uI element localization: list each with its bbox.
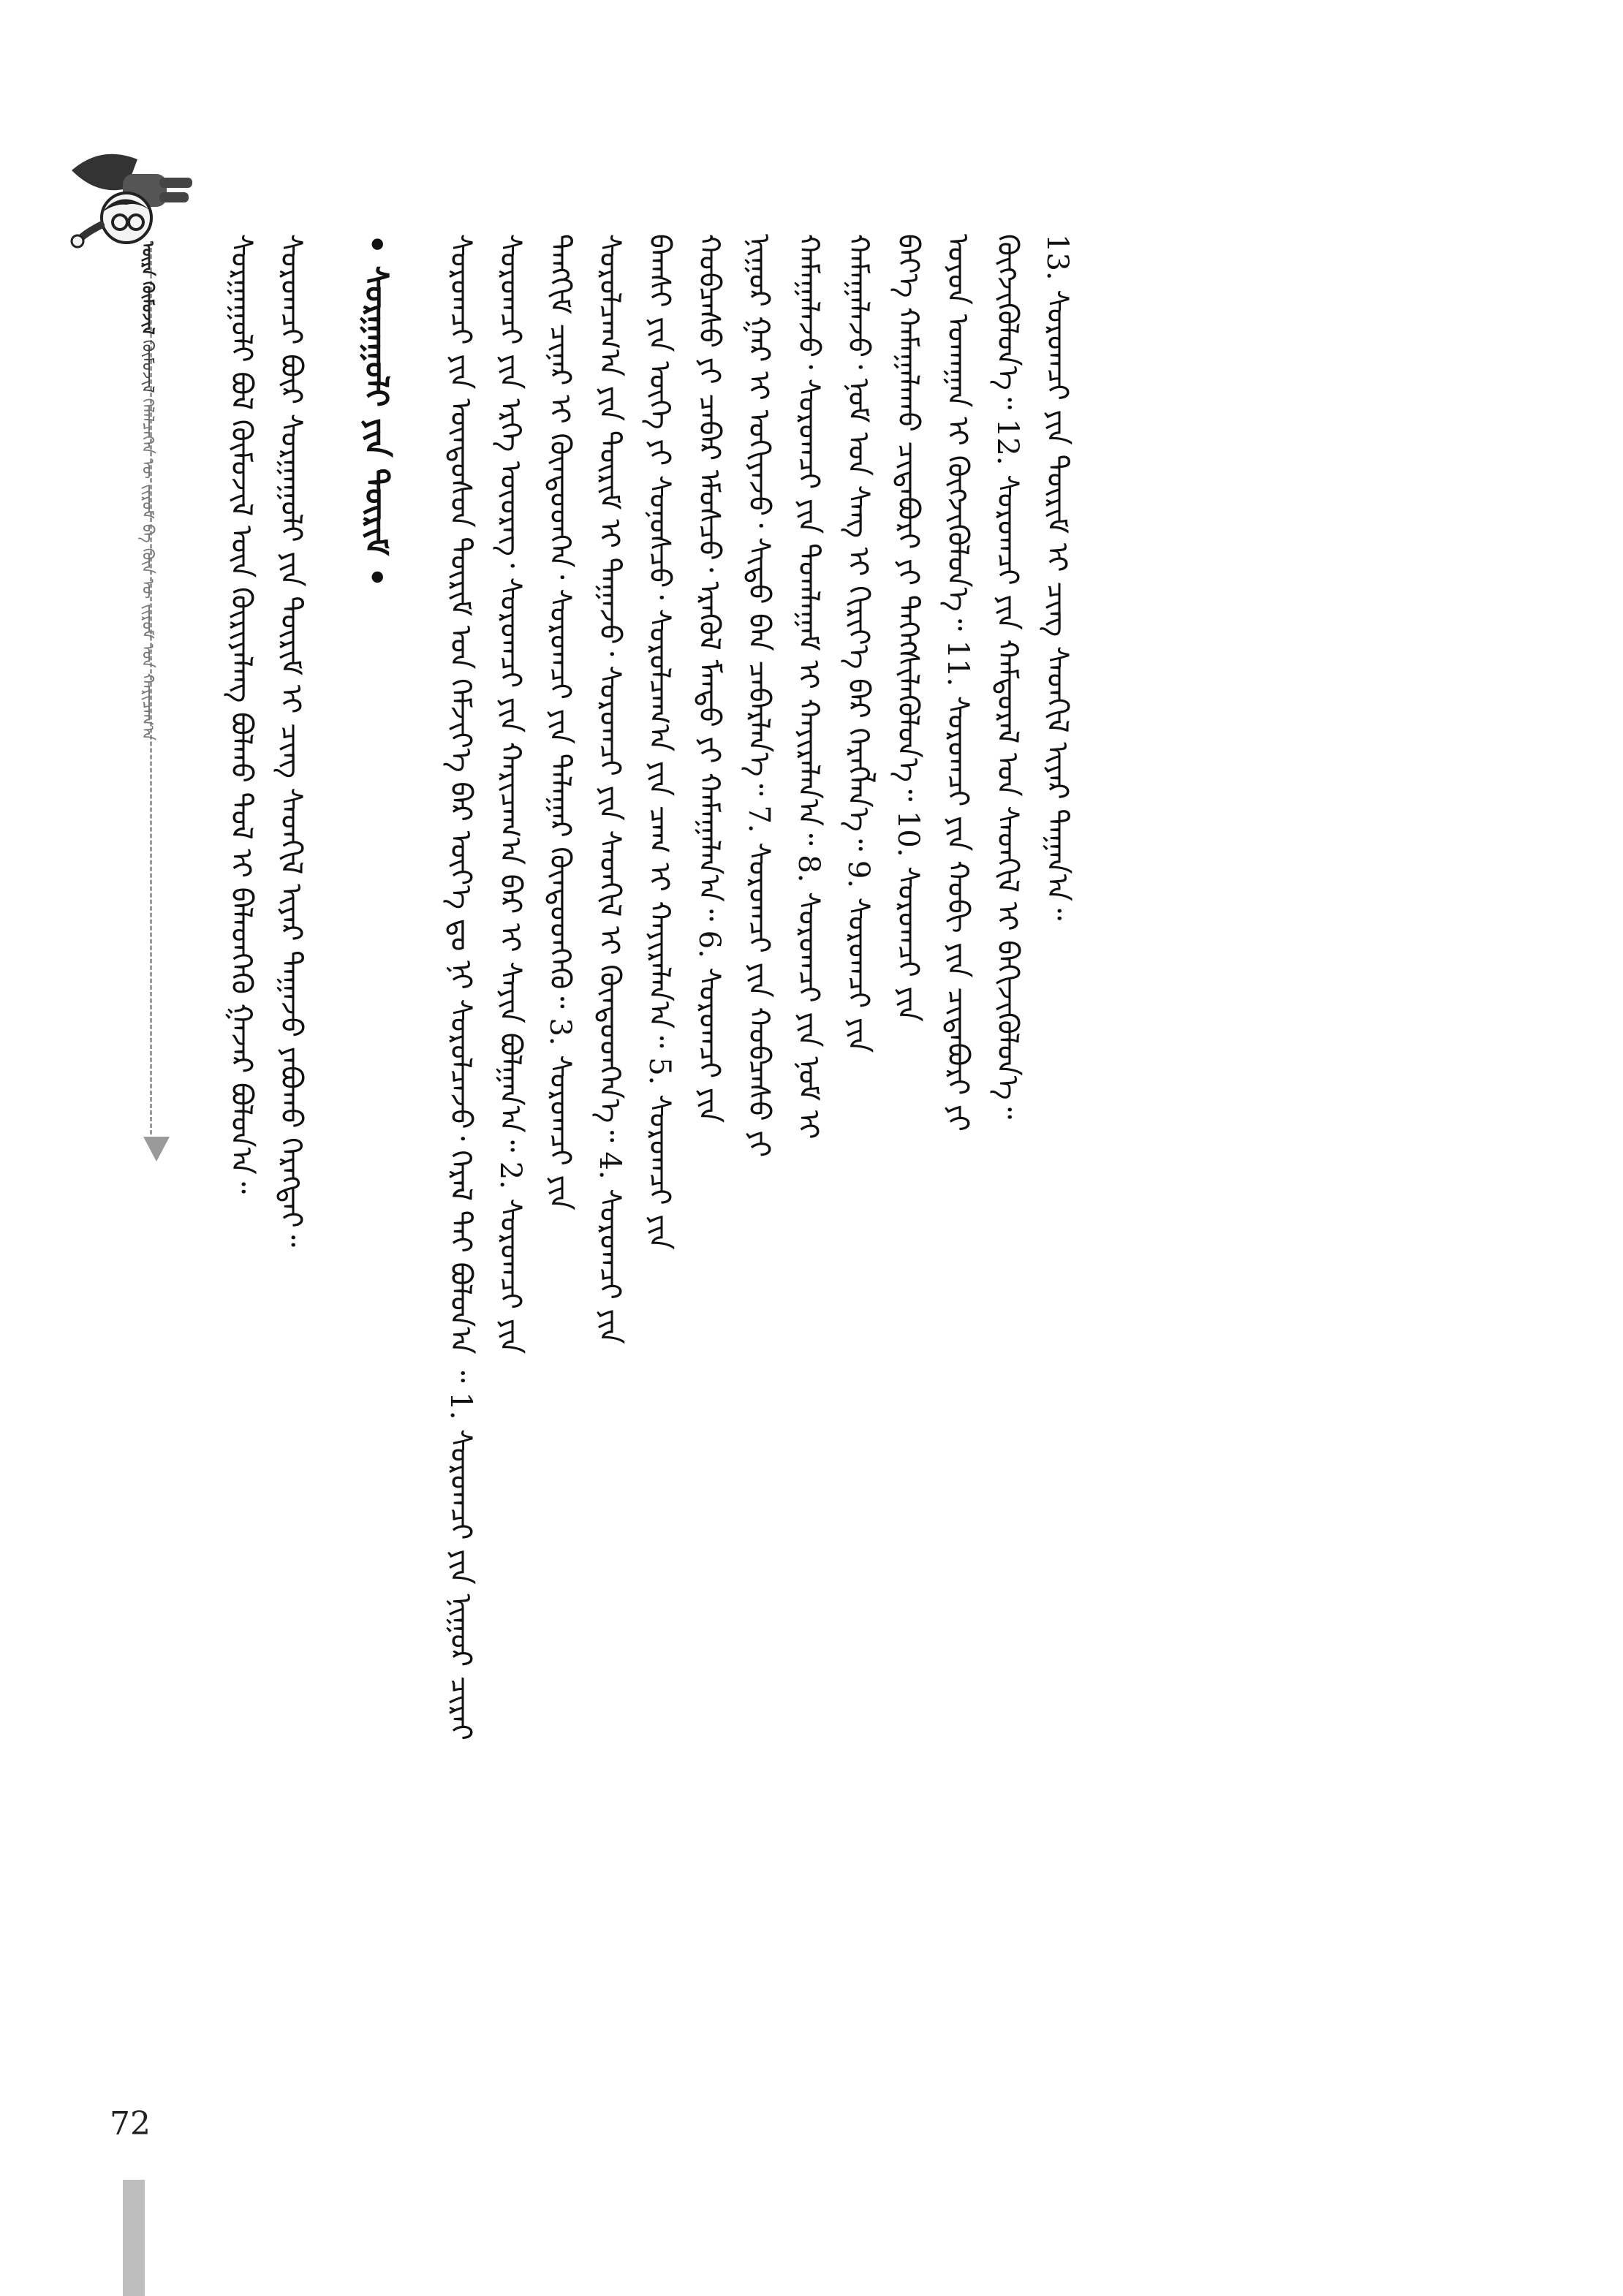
rule-line: ᠬᠠᠮᠠᠭᠠᠯᠠᠵᠤ᠂ ᠰᠤᠷᠤᠭᠴᠢ ᠶᠢᠨ ᠲᠣᠭᠯᠠᠭᠠᠮ ᠢ ᠬᠠᠶᠢᠷᠠᠯᠠᠨ᠎ᠠ᠃ 8. ᠰᠤᠷᠤᠭᠴᠢ ᠶᠢᠨ ᠨᠣᠮ ᠢ — [792, 234, 825, 1140]
intro-line-1: ᠰᠤᠷᠭᠠᠭᠤᠯᠢ ᠪᠣᠯ ᠬᠦᠮᠦᠵᠢᠯ ᠦᠨ ᠬᠦᠷᠢᠶᠡᠯᠡᠩ ᠪᠣᠯᠬᠤ ᠳᠤᠯ ᠢ ᠪᠡᠯᠡᠳᠬᠡᠬᠦ ᠭᠠᠵᠠᠷ ᠪᠣᠯᠤᠨ᠎ᠠ᠃ — [224, 234, 258, 1194]
running-header — [133, 241, 161, 740]
rule-line: ᠰᠤᠷᠤᠯᠴᠠᠭ᠎ᠠ ᠶᠢᠨ ᠳᠦᠷᠢᠮ ᠢ ᠳᠠᠭᠠᠵᠤ᠂ ᠰᠤᠷᠤᠭᠴᠢ ᠶᠢᠨ ᠰᠡᠳᠬᠢᠯ ᠢ ᠬᠦᠨᠳᠦᠳᠬᠡᠨ᠎ᠡ᠃ 4. ᠰᠤᠷᠤᠭᠴᠢ ᠶᠢᠨ — [593, 234, 627, 1344]
rule-line: ᠣᠶᠤᠨ ᠤᠬᠠᠭᠠᠨ ᠢ ᠬᠦᠭᠵᠢᠭᠦᠯᠦᠨ᠎ᠡ᠃ 11. ᠰᠤᠷᠤᠭᠴᠢ ᠶᠢᠨ ᠬᠤᠪᠢ ᠶᠢᠨ ᠴᠢᠳᠠᠪᠤᠷᠢ ᠶᠢ — [941, 234, 975, 1132]
header-label-mid: ᠬᠦᠮᠦᠵᠢᠯ — [138, 339, 156, 393]
cartoon-boy-glasses-icon — [57, 130, 218, 254]
section-title-text: ᠰᠤᠷᠭᠠᠭᠤᠯᠢ ᠶᠢᠨ ᠳᠦᠷᠢᠮ — [357, 265, 395, 556]
rule-line: ᠰᠤᠷᠤᠭᠴᠢ ᠶᠢᠨ ᠦᠨᠳᠦᠰᠦᠨ ᠳᠦᠷᠢᠮ ᠤᠨ ᠬᠡᠮᠵᠢᠶ᠎ᠡ ᠪᠡᠷ ᠦᠶ᠎ᠡ ᠳᠤ ᠨᠢ ᠰᠤᠷᠤᠯᠴᠠᠵᠤ᠂ ᠭᠡᠷᠡᠯ ᠲᠡᠶ ᠪᠣᠯᠤᠨ᠎ᠠ ᠃ 1. ᠰᠤᠷᠤᠭᠴᠢ ᠶᠢᠨ ᠨᠢᠭᠤᠷ ᠴᠢᠷᠠᠢ — [444, 234, 477, 1740]
rule-line: ᠰᠤᠷᠤᠭᠴᠢ ᠶᠢᠨ ᠡᠷᠬᠡ ᠦᠦᠷᠡᠭ᠂ ᠰᠤᠷᠤᠭᠴᠢ ᠶᠢᠨ ᠬᠠᠷᠢᠴᠠᠭ᠎ᠠ ᠪᠠᠷ ᠢ ᠰᠠᠶᠢᠨ ᠪᠣᠯᠭᠠᠨ᠎ᠠ᠃ 2. ᠰᠤᠷᠤᠭᠴᠢ ᠶᠢᠨ — [493, 234, 527, 1355]
triangle-arrow-icon — [143, 1137, 170, 1162]
rule-line: ᠪᠠᠭᠰᠢ ᠶᠢᠨ ᠦᠭᠡ ᠶᠢ ᠰᠣᠨᠣᠰᠴᠤ᠂ ᠰᠤᠷᠤᠯᠴᠠᠭ᠎ᠠ ᠶᠢᠨ ᠴᠠᠭ ᠢ ᠬᠠᠶᠢᠷᠠᠯᠠᠨ᠎ᠠ᠃ 5. ᠰᠤᠷᠤᠭᠴᠢ ᠶᠢᠨ — [643, 234, 676, 1250]
section-bullet-end: • — [357, 567, 395, 588]
rule-line: ᠬᠤᠪᠴᠠᠰᠤ ᠶᠢ ᠴᠡᠪᠡᠷ ᠡᠮᠦᠰᠴᠦ᠂ ᠡᠷᠡᠬᠦᠯ ᠮᠡᠨᠳᠦ ᠶᠢ ᠬᠠᠮᠠᠭᠠᠯᠠᠨ᠎ᠠ᠃ 6. ᠰᠤᠷᠤᠭᠴᠢ ᠶᠢᠨ — [692, 234, 726, 1124]
rule-line: ᠪᠡᠶ᠎ᠡ ᠬᠠᠮᠠᠭᠠᠯᠠᠬᠤ ᠴᠢᠳᠠᠪᠤᠷᠢ ᠶᠢ ᠳᠡᠭᠡᠭᠰᠢᠯᠡᠭᠦᠯᠦᠨ᠎ᠡ᠃ 10. ᠰᠤᠷᠤᠭᠴᠢ ᠶᠢᠨ — [891, 234, 925, 1022]
rule-line: ᠬᠠᠮᠠᠭᠠᠯᠠᠵᠤ᠂ ᠨᠣᠮ ᠤᠨ ᠰᠠᠩ ᠢ ᠬᠢᠷᠢᠶ᠎ᠡ ᠪᠠᠷ ᠬᠡᠷᠡᠭᠯᠡᠨ᠎ᠡ᠃ 9. ᠰᠤᠷᠤᠭᠴᠢ ᠶᠢᠨ — [841, 234, 875, 1053]
rule-line: ᠨᠢᠭᠤᠷ ᠭᠠᠷ ᠢ ᠤᠭᠢᠶᠠᠵᠤ᠂ ᠰᠢᠳᠦ ᠪᠡᠨ ᠴᠡᠪᠡᠷᠯᠡᠨ᠎ᠡ᠃ 7. ᠰᠤᠷᠤᠭᠴᠢ ᠶᠢᠨ ᠬᠤᠪᠴᠠᠰᠤ ᠶᠢ — [742, 234, 776, 1158]
section-bullet: • — [357, 234, 395, 255]
header-label-rest: ᠬᠡᠯᠡᠯᠴᠡᠭᠡᠨ ᠦ ᠵᠢᠷᠤᠮ ᠪᠠ ᠬᠦᠨ ᠦ ᠵᠢᠷᠤᠮ ᠤᠨ ᠬᠠᠷᠢᠴᠠᠭ᠎ᠠ — [138, 398, 156, 741]
section-title — [351, 234, 401, 2025]
page-side-tab — [123, 2180, 145, 2296]
rule-line: ᠬᠦᠭᠵᠢᠭᠦᠯᠦᠨ᠎ᠡ᠃ 12. ᠰᠤᠷᠤᠭᠴᠢ ᠶᠢᠨ ᠬᠠᠮᠲᠤᠷᠠᠯ ᠤᠨ ᠰᠡᠳᠬᠢᠯ ᠢ ᠪᠡᠬᠢᠵᠢᠭᠦᠯᠦᠨ᠎ᠡ᠃ — [991, 234, 1024, 1120]
body-text — [216, 234, 1459, 2025]
intro-line-2: ᠰᠤᠷᠤᠭᠴᠢ ᠪᠦᠷ ᠰᠤᠷᠭᠠᠭᠤᠯᠢ ᠶᠢᠨ ᠳᠦᠷᠢᠮ ᠢ ᠴᠢᠩ ᠰᠡᠳᠬᠢᠯ ᠢᠶᠡᠷ ᠳᠠᠭᠠᠵᠤ ᠶᠠᠪᠤᠬᠤ ᠬᠡᠷᠡᠭᠲᠡᠢ᠃ — [274, 234, 308, 1247]
page-number: 72 — [110, 2105, 151, 2142]
rule-line: 13. ᠰᠤᠷᠤᠭᠴᠢ ᠶᠢᠨ ᠳᠦᠷᠢᠮ ᠢ ᠴᠢᠩ ᠰᠡᠳᠬᠢᠯ ᠢᠶᠡᠷ ᠳᠠᠭᠠᠨ᠎ᠠ᠃ — [1040, 234, 1074, 921]
header-label-bold: ᠦᠷᠡ ᠬᠦᠮᠦᠵᠢᠯ — [138, 241, 156, 335]
rule-line: ᠲᠠᠩᠬᠢᠮ ᠴᠢᠨᠠᠷ ᠢ ᠬᠦᠨᠳᠦᠳᠬᠡᠨ᠂ ᠰᠤᠷᠤᠭᠴᠢ ᠶᠢᠨ ᠲᠠᠯᠠᠭᠠᠷ ᠬᠦᠨᠳᠦᠳᠬᠡᠬᠦ᠃ 3. ᠰᠤᠷᠤᠭᠴᠢ ᠶᠢᠨ — [543, 234, 577, 1210]
